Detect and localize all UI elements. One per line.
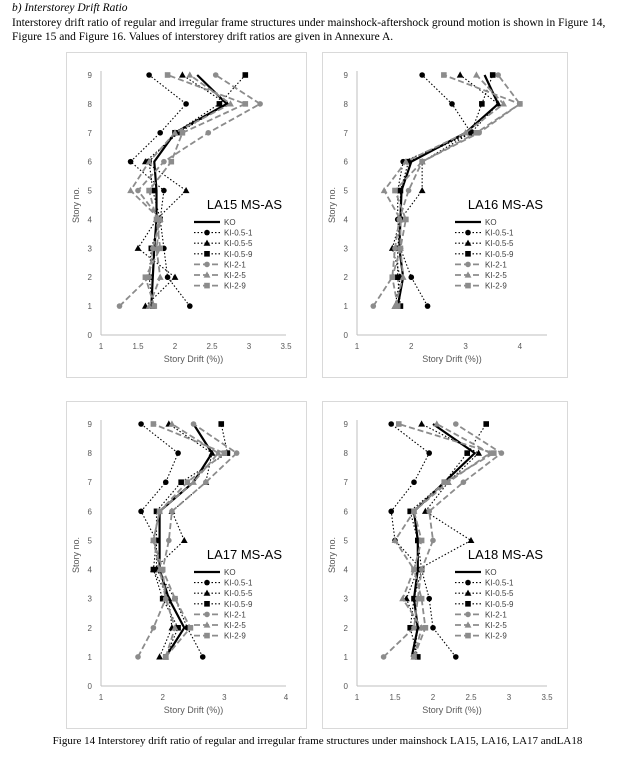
legend-marker	[465, 633, 471, 639]
legend-label: KI-2-9	[224, 281, 246, 291]
data-point-ki-2-1	[135, 188, 141, 194]
legend-label: KI-2-1	[485, 260, 507, 270]
data-point-ki-2-1	[151, 625, 157, 631]
data-point-ki-2-9	[395, 303, 401, 309]
legend-entry-ki-2-1	[455, 610, 507, 619]
intro-paragraph: Interstorey drift ratio of regular and irregular frame structures under mainshock-aftershock ground motion is shown in Figure 14, Figure 15 and Figure 16. Values of interstorey drift ratios are given in Annexure A.	[12, 17, 606, 43]
data-point-ki-2-9	[441, 72, 447, 78]
y-tick-label: 5	[343, 536, 348, 546]
y-tick-label: 7	[87, 478, 92, 488]
y-tick-label: 6	[87, 507, 92, 517]
legend-entry-ki-0-5-5	[455, 239, 514, 248]
y-tick-label: 5	[343, 186, 348, 196]
data-point-ki-2-9	[398, 246, 404, 252]
legend-entry-ko	[194, 568, 236, 577]
legend-entry-ki-0-5-1	[194, 579, 253, 588]
data-point-ki-0-5-5	[181, 537, 188, 543]
legend-label: KI-2-1	[224, 610, 246, 620]
legend-label: KI-0.5-5	[224, 239, 253, 249]
data-point-ki-2-5	[433, 420, 440, 426]
data-point-ki-2-9	[163, 654, 169, 660]
data-point-ki-0-5-1	[165, 274, 171, 280]
y-tick-label: 3	[87, 244, 92, 254]
y-tick-label: 0	[87, 682, 92, 691]
legend-entry-ki-2-5	[194, 621, 246, 630]
data-point-ki-0-5-1	[426, 450, 432, 456]
data-point-ki-2-1	[203, 479, 209, 485]
data-point-ki-2-1	[499, 450, 505, 456]
data-point-ki-2-1	[161, 159, 167, 165]
legend-entry-ko	[194, 218, 236, 227]
legend-marker	[465, 230, 471, 236]
legend-marker	[204, 612, 210, 618]
legend-marker	[465, 251, 471, 257]
data-point-ki-0-5-5	[156, 653, 163, 659]
legend-entry-ki-2-5	[455, 271, 507, 280]
legend-label: KI-0.5-5	[485, 239, 514, 249]
data-point-ki-0-5-1	[161, 188, 167, 194]
data-point-ki-2-1	[411, 625, 417, 631]
data-point-ki-2-9	[146, 188, 152, 194]
chart-la16	[323, 53, 567, 377]
series-ko	[398, 75, 498, 306]
legend-entry-ko	[455, 568, 497, 577]
legend-entry-ki-0-5-5	[455, 589, 514, 598]
data-point-ki-2-9	[442, 479, 448, 485]
data-point-ki-0-5-9	[398, 188, 404, 194]
x-tick-label: 2	[430, 693, 436, 702]
data-point-ki-0-5-5	[172, 274, 179, 280]
series-ki-2-9	[396, 421, 497, 659]
data-point-ki-0-5-1	[453, 654, 459, 660]
y-tick-label: 0	[343, 682, 348, 691]
data-point-ki-2-1	[213, 72, 219, 78]
y-tick-label: 1	[87, 652, 92, 662]
data-point-ki-0-5-1	[449, 101, 455, 107]
legend-label: KI-2-5	[224, 621, 246, 630]
data-point-ki-2-9	[160, 567, 166, 573]
data-point-ki-0-5-9	[178, 479, 184, 485]
legend-label: KI-2-5	[224, 271, 246, 280]
data-point-ki-0-5-5	[468, 537, 475, 543]
legend-label: KI-2-9	[224, 631, 246, 641]
x-tick-label: 1.5	[389, 693, 401, 702]
y-tick-label: 2	[343, 273, 348, 283]
legend-entry-ki-0-5-5	[194, 239, 253, 248]
data-point-ki-0-5-1	[425, 303, 431, 309]
data-point-ki-2-1	[406, 188, 412, 194]
x-axis-title: Story Drift (%))	[422, 705, 482, 715]
y-tick-label: 1	[343, 302, 348, 312]
x-tick-label: 4	[517, 342, 523, 351]
data-point-ki-0-5-1	[138, 509, 144, 515]
chart-panel-la16	[322, 52, 568, 378]
data-point-ki-0-5-1	[388, 509, 394, 515]
y-tick-label: 1	[343, 652, 348, 662]
data-point-ki-2-9	[169, 159, 175, 165]
x-tick-label: 3.5	[541, 693, 553, 702]
data-point-ki-2-9	[389, 274, 395, 280]
y-tick-label: 6	[343, 507, 348, 517]
data-point-ki-2-1	[392, 246, 398, 252]
legend-marker	[204, 633, 210, 639]
data-point-ki-0-5-1	[430, 625, 436, 631]
y-tick-label: 1	[87, 302, 92, 312]
legend-marker	[465, 262, 471, 268]
series-line-ki-0-5-9	[398, 75, 493, 306]
data-point-ki-2-9	[143, 274, 149, 280]
y-tick-label: 4	[87, 215, 92, 225]
x-tick-label: 1	[354, 693, 360, 702]
legend-entry-ki-2-9	[194, 282, 246, 291]
data-point-ki-0-5-9	[395, 274, 401, 280]
legend-entry-ki-0-5-1	[455, 579, 514, 588]
y-tick-label: 7	[343, 478, 348, 488]
y-tick-label: 8	[87, 99, 92, 109]
chart-panel-la18	[322, 401, 568, 729]
y-tick-label: 2	[343, 623, 348, 633]
y-tick-label: 0	[87, 331, 92, 340]
data-point-ki-0-5-9	[151, 567, 157, 573]
data-point-ki-2-9	[188, 625, 194, 631]
chart-title: LA17 MS-AS	[206, 547, 282, 562]
series-line-ki-2-9	[399, 424, 494, 657]
legend-label: KI-2-5	[485, 621, 507, 630]
y-tick-label: 3	[87, 594, 92, 604]
data-point-ki-2-1	[234, 450, 240, 456]
data-point-ki-0-5-9	[243, 72, 249, 78]
legend-label: KI-0.5-9	[224, 599, 253, 609]
data-point-ki-2-9	[157, 246, 163, 252]
data-point-ki-0-5-9	[217, 101, 223, 107]
legend-marker	[204, 580, 210, 586]
data-point-ki-2-1	[453, 421, 459, 427]
data-point-ki-0-5-1	[163, 479, 169, 485]
y-tick-label: 2	[87, 273, 92, 283]
chart-la15	[67, 53, 306, 377]
x-tick-label: 3	[506, 693, 512, 702]
y-tick-label: 3	[343, 244, 348, 254]
data-point-ki-2-9	[423, 625, 429, 631]
legend-label: KI-0.5-9	[224, 249, 253, 259]
data-point-ki-2-9	[243, 101, 249, 107]
legend-label: KI-0.5-1	[485, 228, 514, 238]
data-point-ki-0-5-1	[388, 421, 394, 427]
x-tick-label: 1	[98, 342, 104, 351]
chart-panel-la15	[66, 52, 307, 378]
chart-la18	[323, 402, 567, 728]
x-tick-label: 2	[172, 342, 178, 351]
data-point-ki-2-1	[117, 303, 123, 309]
data-point-ki-0-5-1	[138, 421, 144, 427]
legend-marker	[465, 601, 471, 607]
data-point-ki-0-5-1	[183, 101, 189, 107]
data-point-ki-2-9	[151, 421, 157, 427]
data-point-ki-0-5-1	[408, 274, 414, 280]
legend-entry-ki-2-9	[194, 632, 246, 641]
series-ki-2-5	[127, 71, 234, 308]
legend-entry-ko	[455, 218, 497, 227]
legend-marker	[204, 283, 210, 289]
data-point-ki-0-5-1	[187, 303, 193, 309]
legend-entry-ki-0-5-9	[455, 250, 514, 259]
data-point-ki-2-9	[419, 159, 425, 165]
y-tick-label: 7	[343, 128, 348, 138]
chart-title: LA16 MS-AS	[467, 197, 543, 212]
legend-entry-ki-0-5-1	[455, 229, 514, 238]
data-point-ki-2-9	[180, 130, 186, 136]
legend-label: KO	[485, 568, 497, 577]
y-tick-label: 6	[87, 157, 92, 167]
legend-entry-ki-2-9	[455, 282, 507, 291]
legend-entry-ki-0-5-9	[455, 600, 514, 609]
data-point-ki-2-1	[370, 303, 376, 309]
data-point-ki-0-5-1	[175, 450, 181, 456]
data-point-ki-0-5-5	[418, 420, 425, 426]
series-ki-2-5	[392, 420, 494, 659]
data-point-ki-2-9	[165, 72, 171, 78]
legend-marker	[204, 251, 210, 257]
x-tick-label: 3	[222, 693, 227, 702]
legend-label: KI-0.5-1	[485, 578, 514, 588]
legend-entry-ki-0-5-9	[194, 600, 253, 609]
data-point-ki-2-5	[381, 187, 388, 193]
data-point-ki-2-9	[154, 217, 160, 223]
legend-label: KO	[224, 568, 236, 577]
data-point-ki-2-1	[191, 421, 197, 427]
y-tick-label: 9	[87, 71, 92, 80]
series-line-ko	[398, 75, 498, 306]
legend-label: KI-0.5-5	[224, 589, 253, 599]
y-tick-label: 5	[87, 536, 92, 546]
legend-marker	[204, 230, 210, 236]
y-tick-label: 8	[343, 99, 348, 109]
legend-label: KI-0.5-1	[224, 578, 253, 588]
x-tick-label: 3	[246, 342, 252, 351]
y-axis-title: Story no.	[71, 186, 81, 224]
data-point-ki-2-9	[491, 450, 497, 456]
data-point-ki-2-9	[396, 421, 402, 427]
y-tick-label: 3	[343, 594, 348, 604]
data-point-ki-2-1	[419, 567, 425, 573]
series-line-ki-2-5	[395, 424, 490, 657]
data-point-ki-0-5-9	[483, 421, 489, 427]
figure-caption: Figure 14 Interstorey drift ratio of regular and irregular frame structures under mainshock LA15, LA16, LA17 andLA18	[52, 735, 583, 747]
y-tick-label: 8	[87, 449, 92, 459]
x-tick-label: 2.5	[465, 693, 477, 702]
data-point-ki-0-5-9	[218, 421, 224, 427]
legend-label: KO	[224, 218, 236, 227]
data-point-ki-2-9	[517, 101, 523, 107]
legend-entry-ki-2-1	[194, 610, 246, 619]
data-point-ki-0-5-5	[419, 187, 426, 193]
data-point-ki-2-9	[392, 188, 398, 194]
data-point-ki-2-9	[411, 567, 417, 573]
data-point-ki-0-5-5	[183, 187, 190, 193]
y-tick-label: 5	[87, 186, 92, 196]
section-heading: b) Interstorey Drift Ratio	[12, 2, 128, 14]
data-point-ki-0-5-5	[475, 450, 482, 456]
data-point-ki-2-9	[474, 130, 480, 136]
data-point-ki-2-9	[172, 596, 178, 602]
x-tick-label: 1	[354, 342, 360, 351]
data-point-ki-2-9	[185, 479, 191, 485]
legend-label: KI-2-1	[485, 610, 507, 620]
data-point-ki-0-5-5	[179, 71, 186, 77]
legend-entry-ki-2-1	[455, 260, 507, 269]
y-tick-label: 9	[343, 420, 348, 429]
data-point-ki-2-5	[186, 71, 193, 77]
x-tick-label: 2	[160, 693, 165, 702]
data-point-ki-2-1	[135, 654, 141, 660]
x-tick-label: 2.5	[206, 342, 218, 351]
x-axis-title: Story Drift (%))	[163, 705, 224, 715]
legend-marker	[204, 601, 210, 607]
data-point-ki-2-9	[151, 538, 157, 544]
data-point-ki-0-5-9	[490, 72, 496, 78]
x-tick-label: 1.5	[132, 342, 144, 351]
x-axis-title: Story Drift (%))	[422, 354, 482, 364]
data-point-ki-2-1	[166, 538, 172, 544]
y-tick-label: 6	[343, 157, 348, 167]
data-point-ki-0-5-5	[457, 71, 464, 77]
legend-entry-ki-0-5-9	[194, 250, 253, 259]
chart-la17	[67, 402, 306, 728]
data-point-ki-2-1	[430, 538, 436, 544]
legend-label: KO	[485, 218, 497, 227]
legend-label: KI-2-9	[485, 281, 507, 291]
legend-label: KI-2-1	[224, 260, 246, 270]
data-point-ki-0-5-1	[157, 130, 163, 136]
data-point-ki-2-9	[151, 303, 157, 309]
legend-entry-ki-0-5-5	[194, 589, 253, 598]
chart-panel-la17	[66, 401, 307, 729]
data-point-ki-2-9	[419, 596, 425, 602]
legend-marker	[204, 262, 210, 268]
data-point-ki-2-1	[461, 479, 467, 485]
data-point-ki-0-5-5	[135, 245, 142, 251]
x-tick-label: 4	[283, 693, 289, 702]
y-tick-label: 4	[87, 565, 92, 575]
chart-title: LA15 MS-AS	[206, 197, 282, 212]
series-line-ki-0-5-9	[153, 424, 227, 657]
data-point-ki-0-5-9	[464, 450, 470, 456]
y-axis-title: Story no.	[71, 536, 81, 574]
legend-entry-ki-2-9	[455, 632, 507, 641]
data-point-ki-0-5-1	[411, 479, 417, 485]
x-axis-title: Story Drift (%))	[163, 354, 224, 364]
legend-label: KI-0.5-5	[485, 589, 514, 599]
data-point-ki-0-5-1	[128, 159, 134, 165]
legend-entry-ki-2-1	[194, 260, 246, 269]
x-tick-label: 3.5	[280, 342, 292, 351]
chart-title: LA18 MS-AS	[467, 547, 543, 562]
y-tick-label: 4	[343, 565, 348, 575]
y-tick-label: 8	[343, 449, 348, 459]
x-tick-label: 2	[409, 342, 414, 351]
data-point-ki-2-5	[127, 187, 134, 193]
data-point-ki-0-5-1	[419, 72, 425, 78]
data-point-ki-2-9	[157, 509, 163, 515]
data-point-ki-2-5	[473, 71, 480, 77]
legend-label: KI-2-5	[485, 271, 507, 280]
legend-entry-ki-2-5	[455, 621, 507, 630]
y-tick-label: 9	[343, 71, 348, 80]
x-tick-label: 1	[98, 693, 104, 702]
data-point-ki-2-5	[157, 274, 164, 280]
legend-label: KI-0.5-1	[224, 228, 253, 238]
data-point-ki-2-1	[206, 130, 212, 136]
legend-entry-ki-0-5-1	[194, 229, 253, 238]
data-point-ki-2-1	[257, 101, 263, 107]
data-point-ki-2-1	[169, 509, 175, 515]
data-point-ki-0-5-9	[479, 101, 485, 107]
y-tick-label: 4	[343, 215, 348, 225]
data-point-ki-2-9	[411, 509, 417, 515]
y-axis-title: Story no.	[327, 536, 337, 574]
data-point-ki-2-1	[495, 72, 501, 78]
data-point-ki-2-9	[222, 450, 228, 456]
data-point-ki-0-5-1	[146, 72, 152, 78]
y-tick-label: 7	[87, 128, 92, 138]
data-point-ki-2-1	[426, 509, 432, 515]
legend-label: KI-0.5-9	[485, 599, 514, 609]
legend-marker	[465, 612, 471, 618]
y-tick-label: 0	[343, 331, 348, 340]
legend-entry-ki-2-5	[194, 271, 246, 280]
data-point-ki-2-9	[411, 654, 417, 660]
data-point-ki-2-1	[381, 654, 387, 660]
data-point-ki-0-5-1	[426, 596, 432, 602]
y-axis-title: Story no.	[327, 186, 337, 224]
legend-label: KI-2-9	[485, 631, 507, 641]
legend-label: KI-0.5-9	[485, 249, 514, 259]
y-tick-label: 2	[87, 623, 92, 633]
series-line-ki-0-5-1	[141, 424, 203, 657]
data-point-ki-2-9	[403, 217, 409, 223]
legend-marker	[465, 580, 471, 586]
y-tick-label: 9	[87, 420, 92, 429]
legend-marker	[465, 283, 471, 289]
data-point-ki-2-9	[419, 538, 425, 544]
data-point-ki-0-5-1	[200, 654, 206, 660]
x-tick-label: 3	[463, 342, 468, 351]
